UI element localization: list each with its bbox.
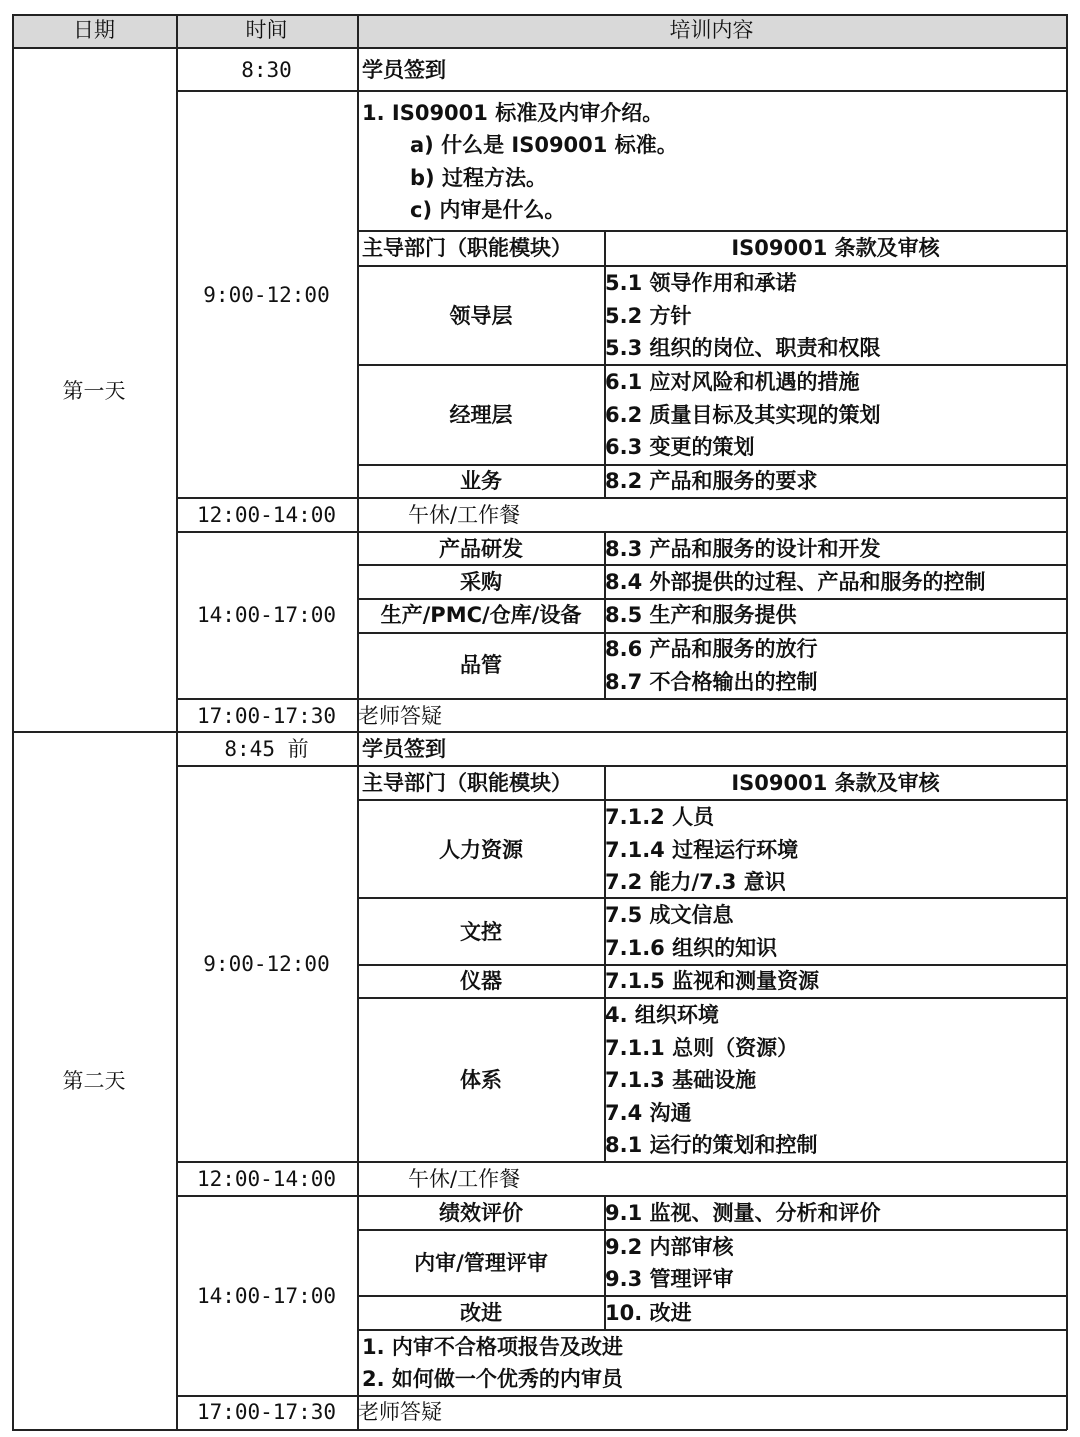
table-line	[357, 897, 1067, 899]
day1-time-signin: 8:30	[241, 58, 292, 82]
table-line	[12, 1429, 1067, 1431]
table-line	[176, 765, 1067, 767]
day2-clause-7-5: 7.5 成文信息	[605, 903, 734, 927]
day1-signin: 学员签到	[362, 58, 446, 82]
day1-dept-qc: 品管	[460, 653, 502, 677]
header-time: 时间	[245, 18, 288, 42]
day2-clause-7-2: 7.2 能力/7.3 意识	[605, 870, 786, 894]
table-line	[357, 230, 1067, 232]
table-line	[176, 90, 1067, 92]
day1-clause-6-2: 6.2 质量目标及其实现的策划	[605, 403, 881, 427]
day2-dept-audit-review: 内审/管理评审	[414, 1251, 548, 1275]
table-line	[176, 1195, 1067, 1197]
day1-time-morning: 9:00-12:00	[203, 283, 330, 307]
table-line	[357, 632, 1067, 634]
day2-time-morning: 9:00-12:00	[203, 952, 330, 976]
table-line	[176, 497, 1067, 499]
day2-time-qa: 17:00-17:30	[196, 1400, 337, 1424]
day2-dept-hr: 人力资源	[439, 838, 523, 862]
day1-clause-8-3: 8.3 产品和服务的设计和开发	[605, 537, 881, 561]
day1-clause-8-7: 8.7 不合格输出的控制	[605, 670, 818, 694]
table-line	[604, 531, 606, 699]
day1-intro-c: c) 内审是什么。	[410, 198, 566, 222]
header-date: 日期	[73, 18, 115, 42]
day1-subheader-clause: IS09001 条款及审核	[731, 236, 940, 260]
table-line	[604, 765, 606, 1162]
table-line	[357, 997, 1067, 999]
day1-time-lunch: 12:00-14:00	[196, 503, 337, 527]
table-line	[357, 1295, 1067, 1297]
day2-closing-2: 2. 如何做一个优秀的内审员	[362, 1367, 623, 1391]
table-line	[357, 964, 1067, 966]
day2-time-signin: 8:45 前	[224, 737, 309, 761]
day2-closing-1: 1. 内审不合格项报告及改进	[362, 1335, 623, 1359]
table-line	[12, 14, 14, 1430]
day2-label: 第二天	[62, 1069, 126, 1093]
day2-subheader-dept: 主导部门（职能模块）	[362, 771, 572, 795]
day2-time-afternoon: 14:00-17:00	[196, 1284, 337, 1308]
day2-dept-improvement: 改进	[460, 1301, 502, 1325]
day1-clause-6-1: 6.1 应对风险和机遇的措施	[605, 370, 860, 394]
day1-clause-8-5: 8.5 生产和服务提供	[605, 603, 797, 627]
day2-clause-7-1-6: 7.1.6 组织的知识	[605, 936, 778, 960]
day2-clause-7-1-4: 7.1.4 过程运行环境	[605, 838, 799, 862]
day2-clause-7-1-1: 7.1.1 总则（资源）	[605, 1036, 799, 1060]
day2-subheader-clause: IS09001 条款及审核	[731, 771, 940, 795]
table-line	[357, 1229, 1067, 1231]
day2-dept-system: 体系	[460, 1068, 502, 1092]
table-line	[357, 1329, 1067, 1331]
day1-intro-a: a) 什么是 IS09001 标准。	[410, 133, 678, 157]
day2-clause-8-1: 8.1 运行的策划和控制	[605, 1133, 818, 1157]
day1-time-qa: 17:00-17:30	[196, 704, 337, 728]
day2-clause-9-3: 9.3 管理评审	[605, 1267, 734, 1291]
day2-time-lunch: 12:00-14:00	[196, 1167, 337, 1191]
day2-clause-7-1-2: 7.1.2 人员	[605, 805, 715, 829]
day1-dept-production: 生产/PMC/仓库/设备	[380, 603, 582, 627]
table-line	[357, 265, 1067, 267]
day2-clause-7-1-3: 7.1.3 基础设施	[605, 1068, 757, 1092]
day1-qa: 老师答疑	[358, 704, 442, 728]
table-line	[357, 364, 1067, 366]
table-line	[12, 14, 1067, 16]
day2-qa: 老师答疑	[358, 1400, 442, 1424]
day1-time-afternoon: 14:00-17:00	[196, 603, 337, 627]
day1-dept-business: 业务	[460, 469, 502, 493]
day1-clause-8-2: 8.2 产品和服务的要求	[605, 469, 818, 493]
table-line	[176, 1395, 1067, 1397]
table-line	[357, 14, 359, 1430]
table-line	[12, 47, 1067, 49]
day2-dept-instruments: 仪器	[460, 969, 502, 993]
day1-dept-managers: 经理层	[449, 403, 513, 427]
day1-intro-1: 1. IS09001 标准及内审介绍。	[362, 101, 664, 125]
day2-clause-10: 10. 改进	[605, 1301, 692, 1325]
table-line	[12, 731, 1067, 733]
day1-clause-5-3: 5.3 组织的岗位、职责和权限	[605, 336, 881, 360]
table-line	[176, 531, 1067, 533]
day1-clause-8-6: 8.6 产品和服务的放行	[605, 637, 818, 661]
day1-intro-b: b) 过程方法。	[410, 166, 547, 190]
day2-signin: 学员签到	[362, 737, 446, 761]
day1-clause-8-4: 8.4 外部提供的过程、产品和服务的控制	[605, 570, 986, 594]
day1-clause-5-1: 5.1 领导作用和承诺	[605, 271, 797, 295]
table-line	[1066, 14, 1068, 1430]
day1-dept-leadership: 领导层	[449, 304, 513, 328]
day2-clause-9-2: 9.2 内部审核	[605, 1235, 734, 1259]
day1-clause-6-3: 6.3 变更的策划	[605, 435, 755, 459]
table-line	[357, 799, 1067, 801]
day2-clause-7-4: 7.4 沟通	[605, 1101, 692, 1125]
table-line	[357, 564, 1067, 566]
day2-clause-9-1: 9.1 监视、测量、分析和评价	[605, 1201, 881, 1225]
day1-subheader-dept: 主导部门（职能模块）	[362, 236, 572, 260]
day2-dept-doc-control: 文控	[460, 920, 502, 944]
day2-clause-4: 4. 组织环境	[605, 1003, 719, 1027]
table-line	[357, 464, 1067, 466]
table-line	[176, 698, 1067, 700]
table-line	[176, 14, 178, 1430]
day1-label: 第一天	[62, 379, 126, 403]
day2-lunch: 午休/工作餐	[408, 1167, 521, 1191]
header-content: 培训内容	[669, 18, 754, 42]
day1-dept-rnd: 产品研发	[439, 537, 523, 561]
day1-lunch: 午休/工作餐	[408, 503, 521, 527]
table-line	[604, 1195, 606, 1330]
table-line	[176, 1161, 1067, 1163]
table-line	[357, 598, 1067, 600]
day2-clause-7-1-5: 7.1.5 监视和测量资源	[605, 969, 820, 993]
day1-dept-purchasing: 采购	[460, 570, 502, 594]
day2-dept-performance: 绩效评价	[439, 1201, 523, 1225]
day1-clause-5-2: 5.2 方针	[605, 304, 692, 328]
table-line	[604, 230, 606, 498]
